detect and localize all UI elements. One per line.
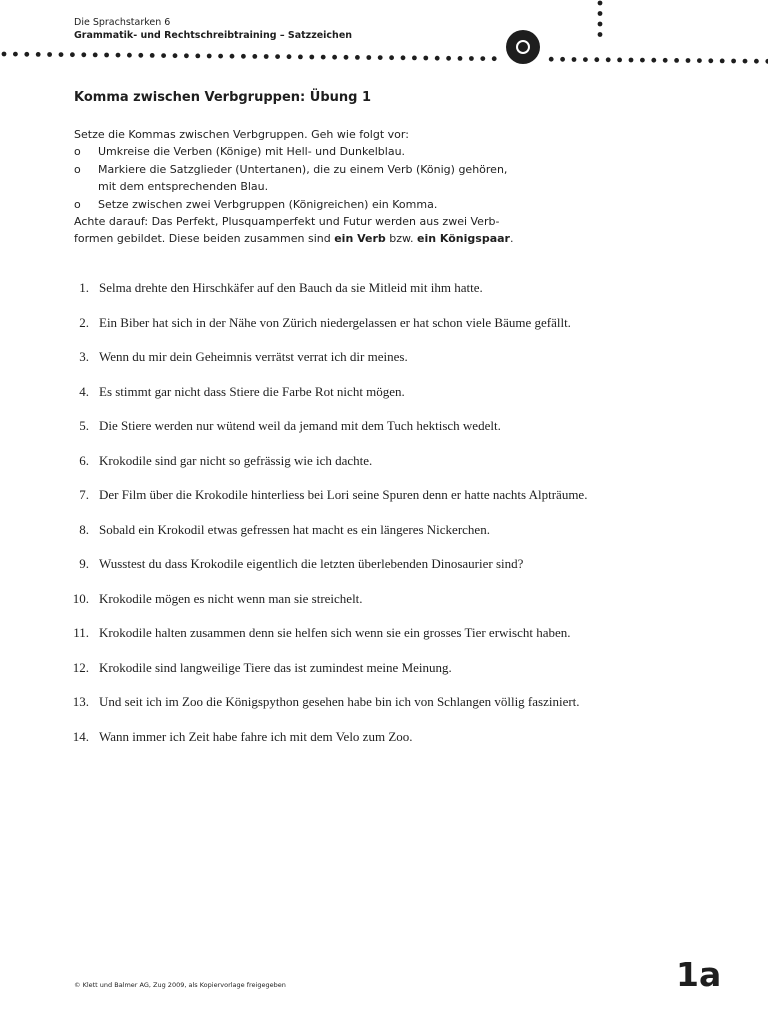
- exercise-sentence: Ein Biber hat sich in der Nähe von Zürich niedergelassen er hat schon viele Bäume gefällt.: [99, 314, 571, 330]
- dot: [549, 57, 554, 62]
- instruction-step: [74, 143, 554, 160]
- dot: [195, 54, 200, 59]
- exercise-sentence: Die Stiere werden nur wütend weil da jemand mit dem Tuch hektisch wedelt.: [99, 418, 501, 433]
- dot: [594, 57, 599, 62]
- exercise-item: [70, 624, 710, 659]
- exercise-item: [70, 314, 710, 349]
- exercise-sentence: Krokodile sind gar nicht so gefrässig wie ich dachte.: [99, 452, 373, 468]
- dot: [743, 59, 748, 64]
- dot: [344, 55, 349, 60]
- header-subtitle: Grammatik- und Rechtschreibtraining – Satzzeichen: [74, 30, 353, 41]
- exercise-item: [70, 555, 710, 590]
- dot: [492, 56, 497, 61]
- exercise-number: 6.: [79, 452, 89, 468]
- exercise-sentence: Sobald ein Krokodil etwas gefressen hat macht es ein längeres Nickerchen.: [99, 521, 490, 537]
- exercise-number: 8.: [79, 521, 89, 537]
- dot: [104, 53, 109, 58]
- exercise-number: 1.: [79, 280, 89, 295]
- exercise-item: [70, 383, 710, 418]
- page-title: Komma zwischen Verbgruppen: Übung 1: [74, 90, 372, 105]
- exercise-number: 3.: [79, 349, 89, 364]
- dot: [47, 52, 52, 57]
- instruction-step: [74, 161, 554, 178]
- dot: [617, 58, 622, 63]
- dotted-rule-horizontal: [0, 50, 768, 70]
- exercise-item: [70, 693, 710, 728]
- dot: [207, 54, 212, 59]
- dot: [720, 59, 725, 64]
- dot: [401, 55, 406, 60]
- dot: [598, 22, 603, 27]
- exercise-number: 4.: [79, 383, 89, 399]
- dot: [560, 57, 565, 62]
- exercise-sentence: Krokodile halten zusammen denn sie helfen sich wenn sie ein grosses Tier erwischt haben.: [99, 625, 571, 640]
- dot: [241, 54, 246, 59]
- dot: [389, 55, 394, 60]
- exercise-sentence: Wann immer ich Zeit habe fahre ich mit dem Velo zum Zoo.: [99, 728, 413, 744]
- exercise-number: 11.: [73, 625, 89, 640]
- dot: [332, 55, 337, 60]
- exercise-number: 9.: [79, 556, 89, 571]
- note-text-part: .: [509, 232, 514, 246]
- exercise-item: [70, 452, 710, 487]
- dot: [598, 1, 603, 6]
- dot: [629, 58, 634, 63]
- dot: [686, 58, 691, 63]
- bullet-icon: o: [74, 162, 81, 176]
- dot: [708, 58, 713, 63]
- dot: [598, 11, 603, 16]
- exercise-sentence: Wusstest du dass Krokodile eigentlich die letzten überlebenden Dinosaurier sind?: [99, 556, 524, 571]
- dot: [663, 58, 668, 63]
- dot: [13, 52, 18, 57]
- exercise-item: [70, 486, 710, 521]
- dot: [184, 53, 189, 58]
- dot: [480, 56, 485, 61]
- dot: [161, 53, 166, 58]
- dot: [458, 56, 463, 61]
- dot: [127, 53, 132, 58]
- dot: [355, 55, 360, 60]
- dot: [378, 55, 383, 60]
- dot: [598, 32, 603, 37]
- exercise-sentence: Der Film über die Krokodile hinterliess bei Lori seine Spuren denn er hatte nachts Alpträume.: [99, 487, 588, 502]
- dot: [173, 53, 178, 58]
- note-text-continued: [74, 230, 554, 247]
- dot: [321, 55, 326, 60]
- dot: [275, 54, 280, 59]
- target-icon: [506, 30, 540, 64]
- exercise-item: [70, 348, 710, 383]
- dot: [81, 52, 86, 57]
- dot: [59, 52, 64, 57]
- note-bold-verb: ein Verb: [334, 232, 386, 246]
- note-text-part: bzw.: [385, 232, 418, 246]
- dot: [150, 53, 155, 58]
- exercise-sentence: Krokodile sind langweilige Tiere das ist zumindest meine Meinung.: [99, 659, 452, 675]
- dot: [36, 52, 41, 57]
- dot: [252, 54, 257, 59]
- dot: [366, 55, 371, 60]
- exercise-number: 10.: [72, 590, 89, 606]
- dot: [606, 57, 611, 62]
- exercise-sentence: Es stimmt gar nicht dass Stiere die Farbe Rot nicht mögen.: [99, 383, 405, 399]
- dot: [287, 54, 292, 59]
- exercise-sentence: Und seit ich im Zoo die Königspython gesehen habe bin ich von Schlangen völlig fasziniert.: [99, 694, 580, 709]
- exercise-number: 12.: [72, 659, 89, 675]
- instructions: [74, 126, 554, 248]
- exercise-item: [70, 417, 710, 452]
- exercise-item: [70, 279, 710, 314]
- dot: [754, 59, 759, 64]
- dot: [674, 58, 679, 63]
- bullet-icon: o: [74, 197, 81, 211]
- dot: [264, 54, 269, 59]
- dot: [469, 56, 474, 61]
- note-text: Achte darauf: Das Perfekt, Plusquamperfekt und Futur werden aus zwei Verb-: [74, 215, 500, 229]
- exercise-list: [70, 279, 710, 762]
- bullet-icon: o: [74, 145, 81, 159]
- series-title: Die Sprachstarken 6: [74, 17, 171, 28]
- instruction-step: [74, 196, 554, 213]
- dot: [640, 58, 645, 63]
- note-text-part: formen gebildet. Diese beiden zusammen sind: [74, 232, 335, 246]
- exercise-sentence: Krokodile mögen es nicht wenn man sie streichelt.: [99, 590, 363, 606]
- instructions-intro: Setze die Kommas zwischen Verbgruppen. Geh wie folgt vor:: [74, 128, 409, 141]
- dot: [697, 58, 702, 63]
- dot: [651, 58, 656, 63]
- dot: [731, 59, 736, 64]
- dot: [116, 53, 121, 58]
- step-text: Markiere die Satzglieder (Untertanen), die zu einem Verb (König) gehören,: [98, 162, 508, 176]
- dot: [435, 56, 440, 61]
- dot: [24, 52, 29, 57]
- dotted-rule-vertical: [593, 0, 607, 44]
- exercise-number: 13.: [72, 694, 89, 709]
- dot: [423, 56, 428, 61]
- page-header: [74, 16, 352, 42]
- dot: [412, 56, 417, 61]
- step-text: Setze zwischen zwei Verbgruppen (Königreichen) ein Komma.: [98, 197, 438, 211]
- exercise-item: [70, 728, 710, 763]
- dot: [138, 53, 143, 58]
- page-label: 1a: [676, 955, 722, 994]
- exercise-number: 7.: [79, 487, 89, 502]
- dot: [572, 57, 577, 62]
- exercise-item: [70, 590, 710, 625]
- dot: [2, 52, 7, 57]
- exercise-number: 5.: [79, 418, 89, 433]
- step-text: Umkreise die Verben (Könige) mit Hell- und Dunkelblau.: [98, 145, 406, 159]
- exercise-item: [70, 659, 710, 694]
- dot: [230, 54, 235, 59]
- dot: [309, 55, 314, 60]
- copyright-notice: © Klett und Balmer AG, Zug 2009, als Kopiervorlage freigegeben: [74, 981, 286, 989]
- note-bold-pair: ein Königspaar: [417, 232, 510, 246]
- dot: [298, 55, 303, 60]
- exercise-sentence: Wenn du mir dein Geheimnis verrätst verrat ich dir meines.: [99, 349, 408, 364]
- exercise-sentence: Selma drehte den Hirschkäfer auf den Bauch da sie Mitleid mit ihm hatte.: [99, 280, 483, 295]
- dot: [583, 57, 588, 62]
- dot: [93, 53, 98, 58]
- dot: [446, 56, 451, 61]
- exercise-number: 2.: [79, 314, 89, 330]
- exercise-item: [70, 521, 710, 556]
- dot: [70, 52, 75, 57]
- step-text-continued: mit dem entsprechenden Blau.: [98, 180, 269, 194]
- dot: [218, 54, 223, 59]
- exercise-number: 14.: [72, 728, 89, 744]
